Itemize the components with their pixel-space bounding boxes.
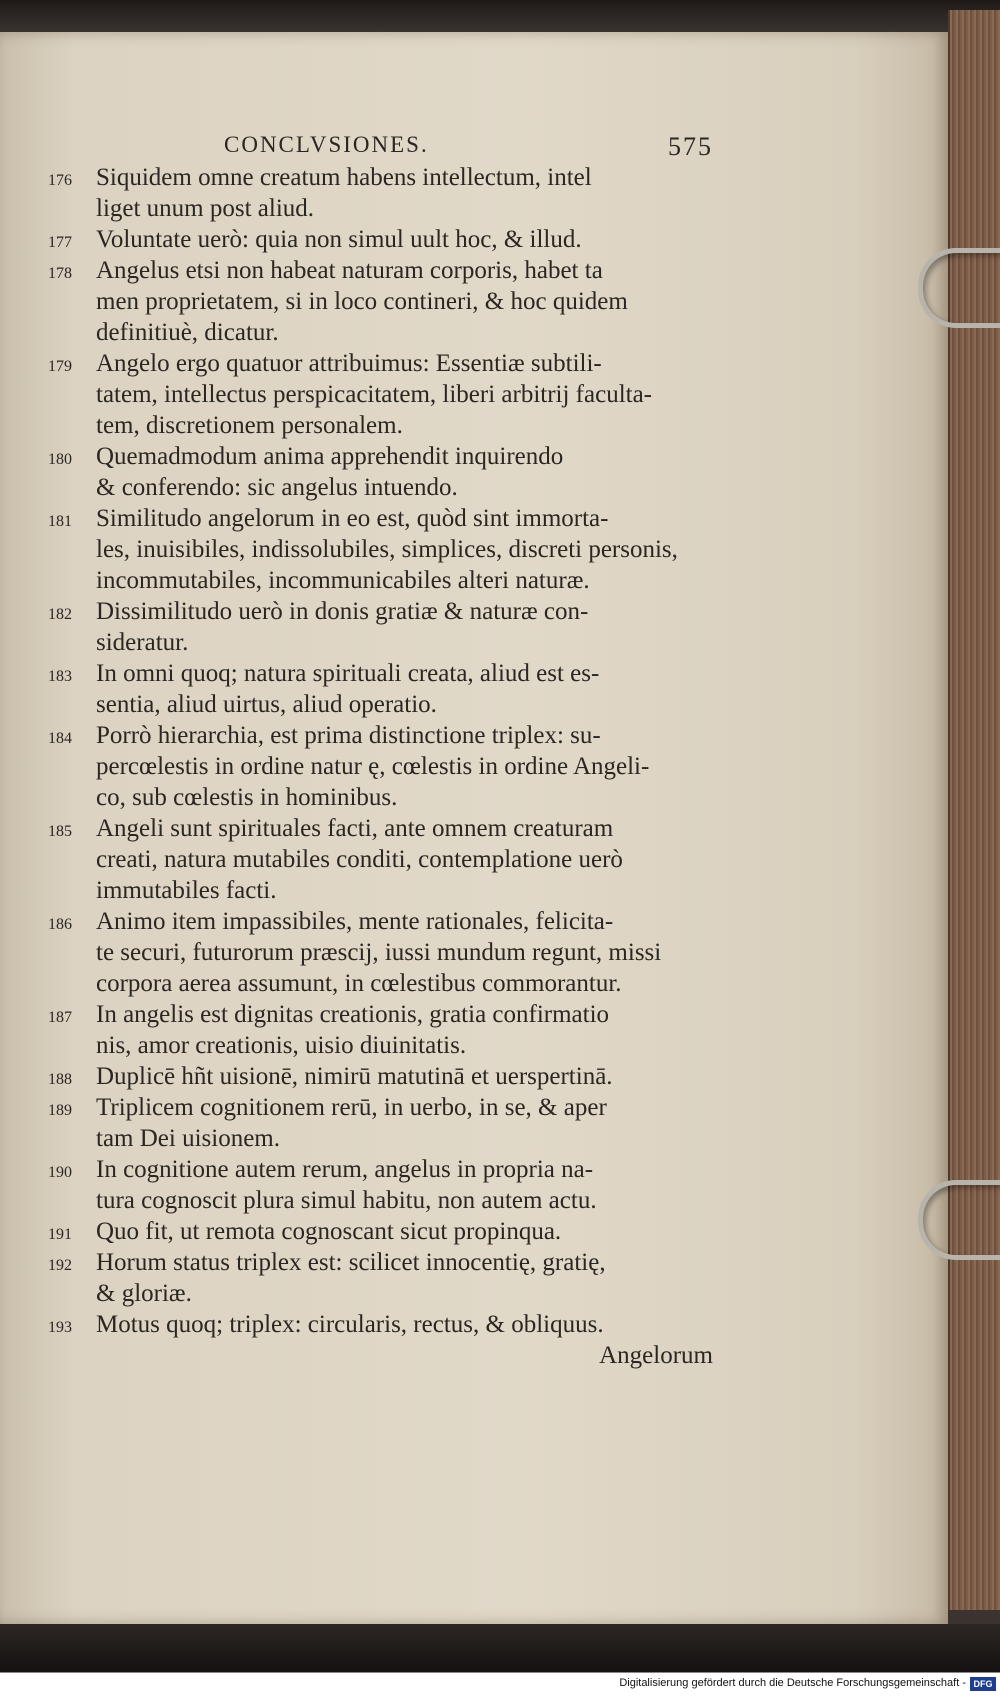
line-text: Similitudo angelorum in eo est, quòd sint immorta- bbox=[96, 505, 609, 532]
text-line bbox=[48, 844, 713, 875]
line-text: liget unum post aliud. bbox=[96, 195, 315, 222]
text-line bbox=[48, 689, 713, 720]
conclusion-number: 189 bbox=[48, 1102, 72, 1119]
text-line bbox=[48, 968, 713, 999]
book-clasp-upper bbox=[918, 248, 1000, 328]
scan-bottom-shadow bbox=[0, 1624, 1000, 1672]
text-line bbox=[48, 410, 713, 441]
line-text: Dissimilitudo uerò in donis gratiæ & naturæ con- bbox=[96, 598, 589, 625]
line-text: Voluntate uerò: quia non simul uult hoc, & illud. bbox=[96, 226, 582, 253]
line-text: nis, amor creationis, uisio diuinitatis. bbox=[96, 1032, 467, 1059]
line-text: Siquidem omne creatum habens intellectum, intel bbox=[96, 164, 592, 191]
catchword: Angelorum bbox=[599, 1342, 713, 1369]
line-text: men proprietatem, si in loco contineri, & hoc quidem bbox=[96, 288, 628, 315]
text-line bbox=[48, 627, 713, 658]
conclusion-number: 183 bbox=[48, 668, 72, 685]
line-text: Angeli sunt spirituales facti, ante omnem creaturam bbox=[96, 815, 614, 842]
text-line bbox=[48, 379, 713, 410]
conclusion-number: 186 bbox=[48, 916, 72, 933]
conclusion-number: 182 bbox=[48, 606, 72, 623]
text-line bbox=[48, 875, 713, 906]
line-text: sentia, aliud uirtus, aliud operatio. bbox=[96, 691, 437, 718]
book-clasp-lower bbox=[918, 1180, 1000, 1260]
digitization-footer bbox=[0, 1672, 1000, 1698]
page-number: 575 bbox=[668, 132, 713, 161]
line-text: tam Dei uisionem. bbox=[96, 1125, 280, 1152]
text-line bbox=[48, 751, 713, 782]
line-text: Angelus etsi non habeat naturam corporis, habet ta bbox=[96, 257, 603, 284]
text-line bbox=[48, 1123, 713, 1154]
text-line bbox=[48, 503, 713, 534]
line-text: incommutabiles, incommunicabiles alteri naturæ. bbox=[96, 567, 590, 594]
text-line bbox=[48, 937, 713, 968]
running-title: CONCLVSIONES. bbox=[224, 132, 429, 157]
text-line bbox=[48, 1030, 713, 1061]
text-line bbox=[48, 534, 713, 565]
text-line bbox=[48, 565, 713, 596]
text-line bbox=[48, 224, 713, 255]
conclusion-number: 184 bbox=[48, 730, 72, 747]
text-line bbox=[48, 1278, 713, 1309]
text-line bbox=[48, 1185, 713, 1216]
line-text: & conferendo: sic angelus intuendo. bbox=[96, 474, 458, 501]
conclusion-number: 187 bbox=[48, 1009, 72, 1026]
text-line bbox=[48, 658, 713, 689]
line-text: corpora aerea assumunt, in cœlestibus commorantur. bbox=[96, 970, 622, 997]
line-text: Porrò hierarchia, est prima distinctione triplex: su- bbox=[96, 722, 601, 749]
conclusion-number: 191 bbox=[48, 1226, 72, 1243]
page-text bbox=[48, 132, 713, 1371]
line-text: Quo fit, ut remota cognoscant sicut propinqua. bbox=[96, 1218, 562, 1245]
text-line bbox=[48, 441, 713, 472]
text-line bbox=[48, 596, 713, 627]
line-text: Motus quoq; triplex: circularis, rectus, & obliquus. bbox=[96, 1311, 604, 1338]
line-text: percœlestis in ordine natur ę, cœlestis in ordine Angeli- bbox=[96, 753, 650, 780]
text-line bbox=[48, 472, 713, 503]
line-text: Duplicē hñt uisionē, nimirū matutinā et uerspertinā. bbox=[96, 1063, 613, 1090]
text-line bbox=[48, 813, 713, 844]
text-line bbox=[48, 906, 713, 937]
text-lines bbox=[48, 162, 713, 1340]
dfg-logo: DFG bbox=[970, 1677, 996, 1691]
text-line bbox=[48, 1309, 713, 1340]
conclusion-number: 180 bbox=[48, 451, 72, 468]
line-text: te securi, futurorum præscij, iussi mundum regunt, missi bbox=[96, 939, 662, 966]
text-line bbox=[48, 193, 713, 224]
line-text: & gloriæ. bbox=[96, 1280, 192, 1307]
conclusion-number: 176 bbox=[48, 172, 72, 189]
line-text: Triplicem cognitionem rerū, in uerbo, in se, & aper bbox=[96, 1094, 607, 1121]
line-text: Horum status triplex est: scilicet innocentię, gratię, bbox=[96, 1249, 606, 1276]
conclusion-number: 177 bbox=[48, 234, 72, 251]
conclusion-number: 178 bbox=[48, 265, 72, 282]
conclusion-number: 192 bbox=[48, 1257, 72, 1274]
line-text: creati, natura mutabiles conditi, contemplatione uerò bbox=[96, 846, 623, 873]
text-line bbox=[48, 1154, 713, 1185]
line-text: les, inuisibiles, indissolubiles, simplices, discreti personis, bbox=[96, 536, 678, 563]
text-line bbox=[48, 1247, 713, 1278]
text-line bbox=[48, 1216, 713, 1247]
conclusion-number: 181 bbox=[48, 513, 72, 530]
conclusion-number: 188 bbox=[48, 1071, 72, 1088]
line-text: In omni quoq; natura spirituali creata, aliud est es- bbox=[96, 660, 600, 687]
text-line bbox=[48, 1061, 713, 1092]
text-line bbox=[48, 999, 713, 1030]
text-line bbox=[48, 720, 713, 751]
line-text: Angelo ergo quatuor attribuimus: Essentiæ subtili- bbox=[96, 350, 602, 377]
conclusion-number: 193 bbox=[48, 1319, 72, 1336]
text-line bbox=[48, 1092, 713, 1123]
line-text: Animo item impassibiles, mente rationales, felicita- bbox=[96, 908, 614, 935]
scan-top-shadow bbox=[0, 0, 1000, 34]
line-text: immutabiles facti. bbox=[96, 877, 277, 904]
conclusion-number: 185 bbox=[48, 823, 72, 840]
conclusion-number: 179 bbox=[48, 358, 72, 375]
line-text: definitiuè, dicatur. bbox=[96, 319, 279, 346]
line-text: Quemadmodum anima apprehendit inquirendo bbox=[96, 443, 564, 470]
line-text: co, sub cœlestis in hominibus. bbox=[96, 784, 398, 811]
line-text: tatem, intellectus perspicacitatem, liberi arbitrij faculta- bbox=[96, 381, 653, 408]
line-text: tem, discretionem personalem. bbox=[96, 412, 403, 439]
text-line bbox=[48, 782, 713, 813]
text-line bbox=[48, 317, 713, 348]
text-line bbox=[48, 162, 713, 193]
running-header bbox=[48, 132, 713, 162]
text-line bbox=[48, 255, 713, 286]
conclusion-number: 190 bbox=[48, 1164, 72, 1181]
line-text: sideratur. bbox=[96, 629, 189, 656]
line-text: tura cognoscit plura simul habitu, non autem actu. bbox=[96, 1187, 597, 1214]
line-text: In cognitione autem rerum, angelus in propria na- bbox=[96, 1156, 594, 1183]
funding-credit: Digitalisierung gefördert durch die Deutsche Forschungsgemeinschaft - bbox=[619, 1677, 966, 1689]
line-text: In angelis est dignitas creationis, gratia confirmatio bbox=[96, 1001, 610, 1028]
text-line bbox=[48, 348, 713, 379]
text-line bbox=[48, 286, 713, 317]
